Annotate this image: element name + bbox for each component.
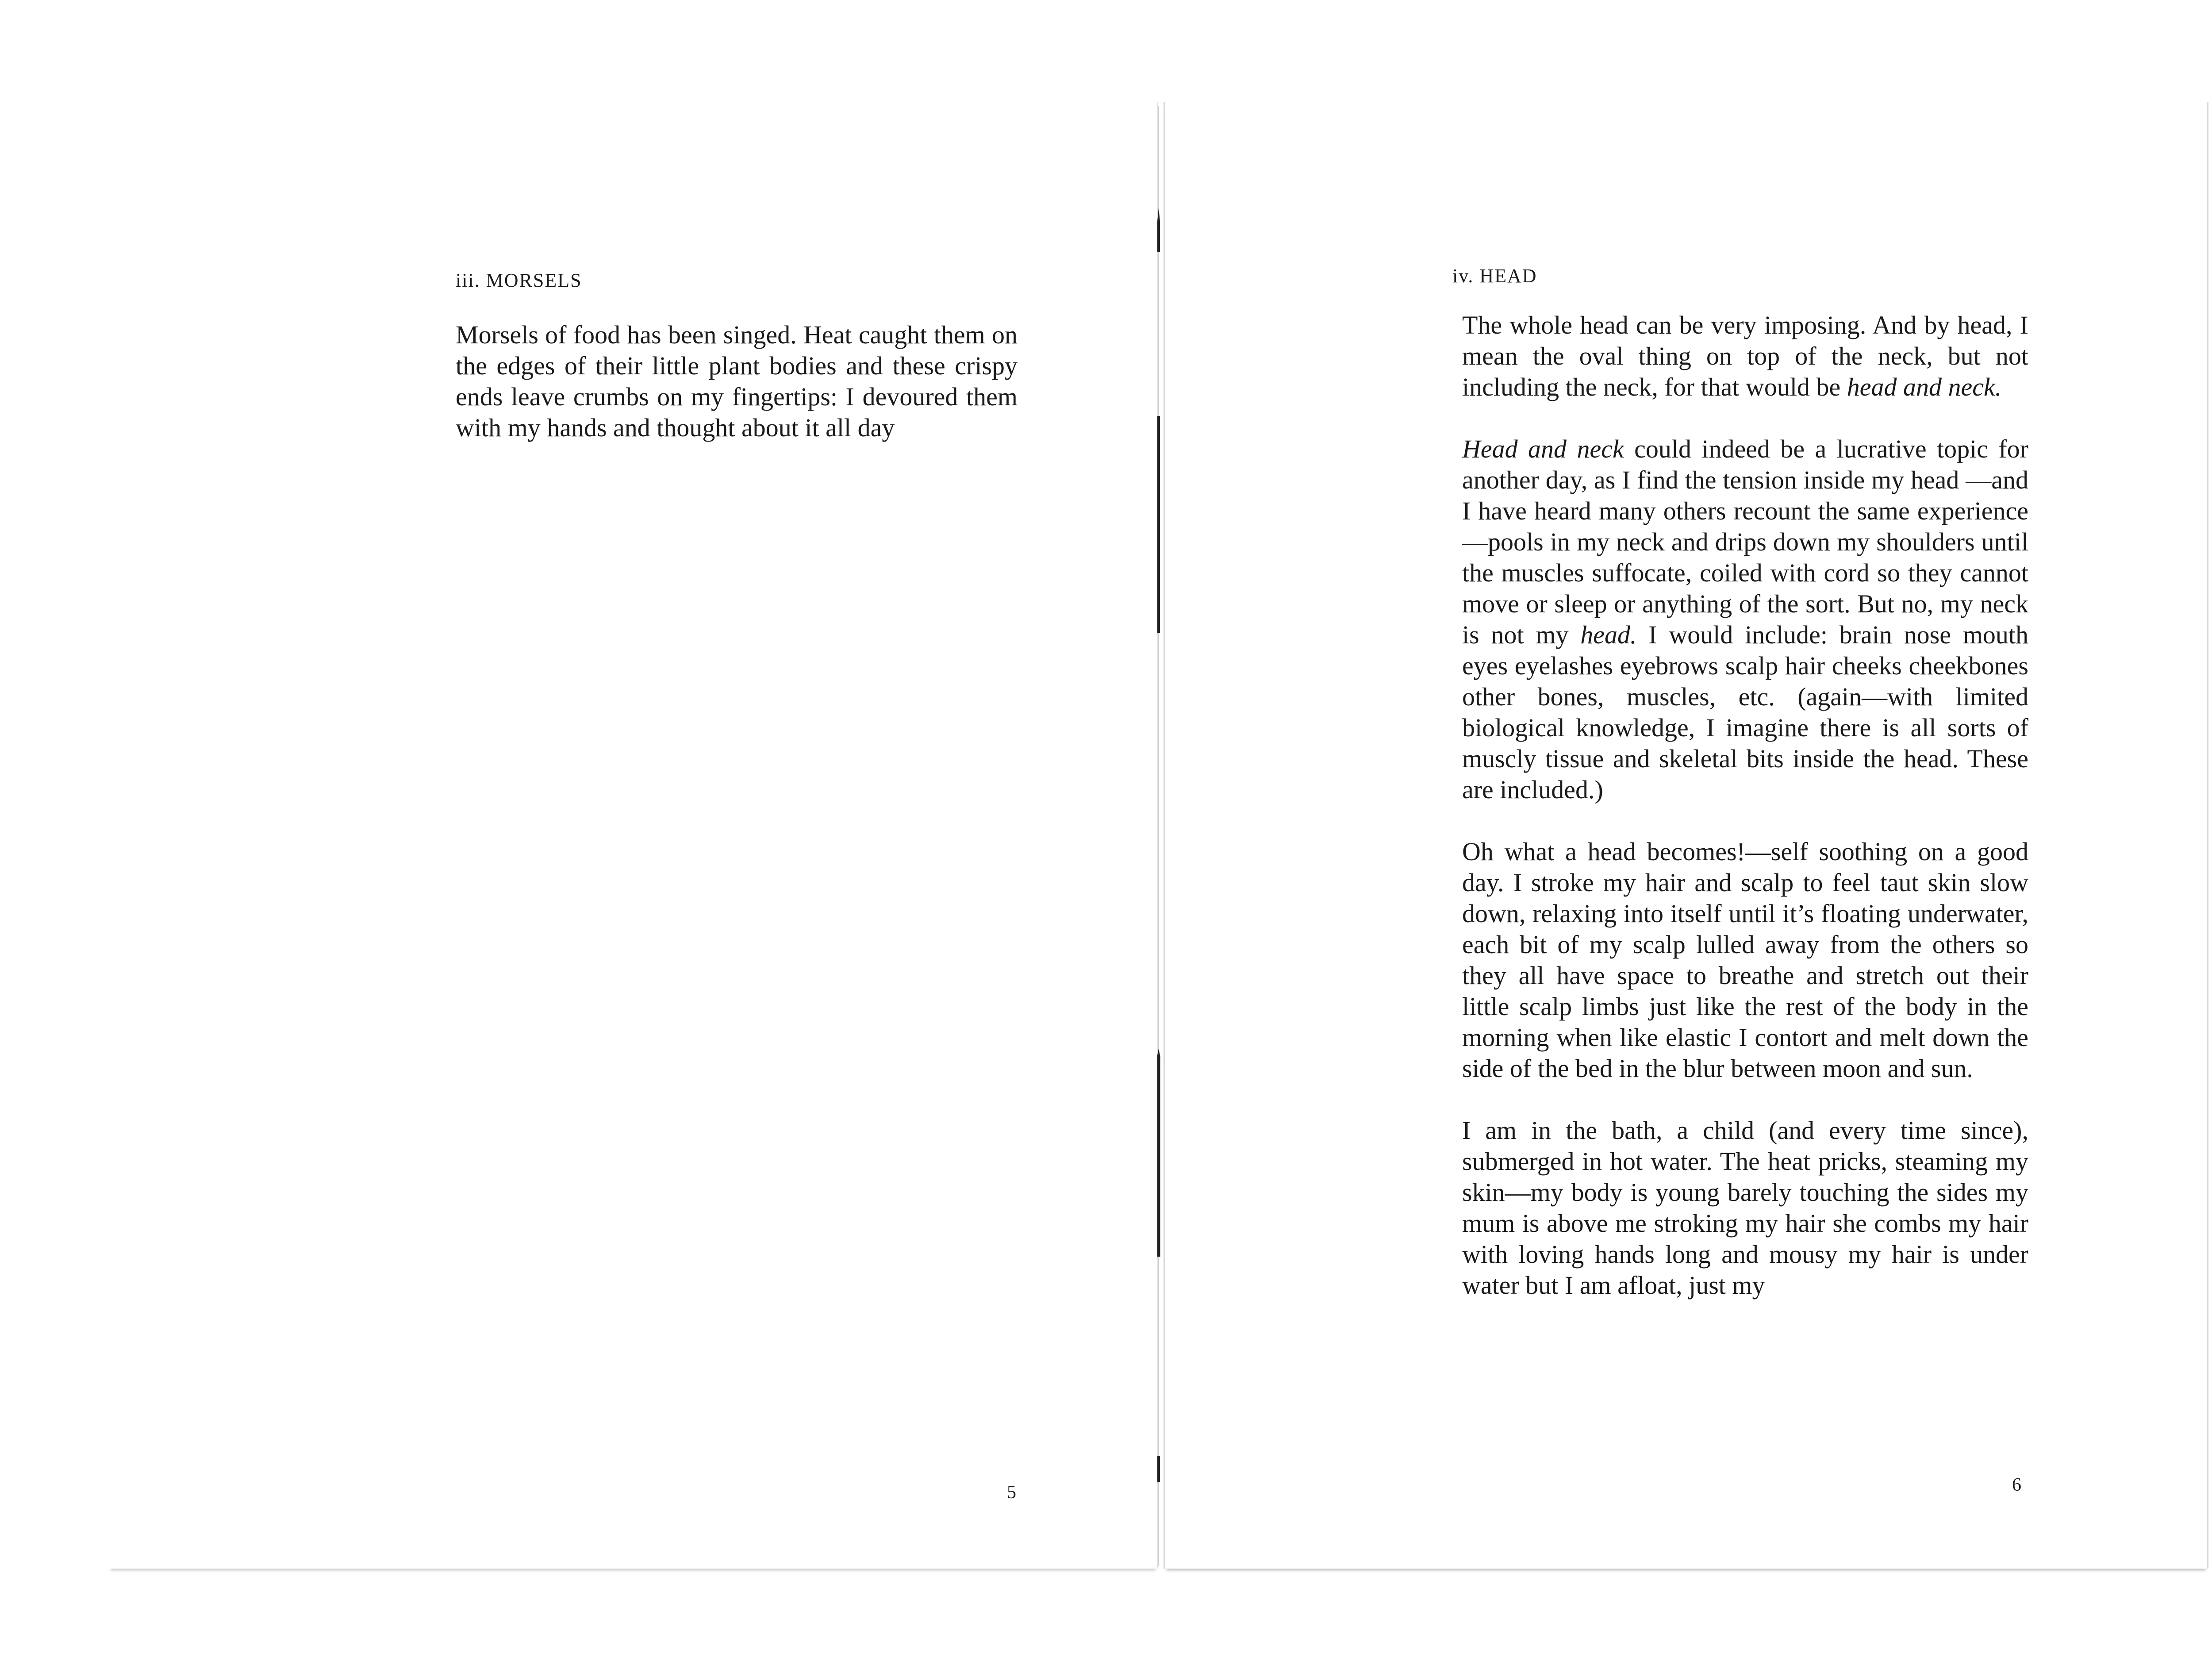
book-binding-thread	[1153, 106, 1164, 1566]
section-heading-head: iv. HEAD	[1452, 265, 1537, 287]
paragraph: Morsels of food has been singed. Heat caught them on the edges of their little plant bodies and these crispy ends leave crumbs on my fingertips: I devoured them with my hands and thought about it all day	[456, 320, 1018, 442]
paragraph	[1462, 434, 2028, 805]
left-body-text	[456, 319, 1018, 443]
paragraph: I am in the bath, a child (and every time since), submerged in hot water. The heat pricks, steaming my skin—my body is young barely touching the sides my mum is above me stroking my hair she combs my hair with loving hands long and mousy my hair is under water but I am afloat, just my	[1462, 1116, 2028, 1300]
paragraph	[1462, 310, 2028, 403]
emphasis-text: Head and neck	[1462, 435, 1624, 463]
page-number-right: 6	[2012, 1475, 2021, 1495]
paragraph-text: The whole head can be very imposing. And by head, I mean the oval thing on top of the neck, but not including the neck, for that would be	[1462, 311, 2028, 401]
section-heading-morsels: iii. MORSELS	[456, 269, 582, 291]
emphasis-text: head and neck.	[1847, 373, 2002, 401]
paragraph: Oh what a head becomes!—self soothing on a good day. I stroke my hair and scalp to feel taut skin slow down, relaxing into itself until it’s floating underwater, each bit of my scalp lulled away from the others so they all have space to breathe and stretch out their little scalp limbs just like the rest of the body in the morning when like elastic I contort and melt down the side of the bed in the blur between moon and sun.	[1462, 837, 2028, 1083]
emphasis-text: head.	[1580, 620, 1637, 649]
right-body-text	[1462, 310, 2028, 1301]
page-number-left: 5	[1007, 1482, 1016, 1503]
paragraph-text: I would include: brain nose mouth eyes eyelashes eyebrows scalp hair cheeks cheekbones other bones, muscles, etc. (again—with limited biological knowledge, I imagine there is all sorts of muscly tissue and skeletal bits inside the head. These are included.)	[1462, 620, 2029, 804]
paragraph-text: could indeed be a lucrative topic for another day, as I find the tension inside my head —and I have heard many others recount the same experience—pools in my neck and drips down my shoulders until the muscles suffocate, coiled with cord so they cannot move or sleep or anything of the sort. But no, my neck is not my	[1462, 435, 2028, 649]
